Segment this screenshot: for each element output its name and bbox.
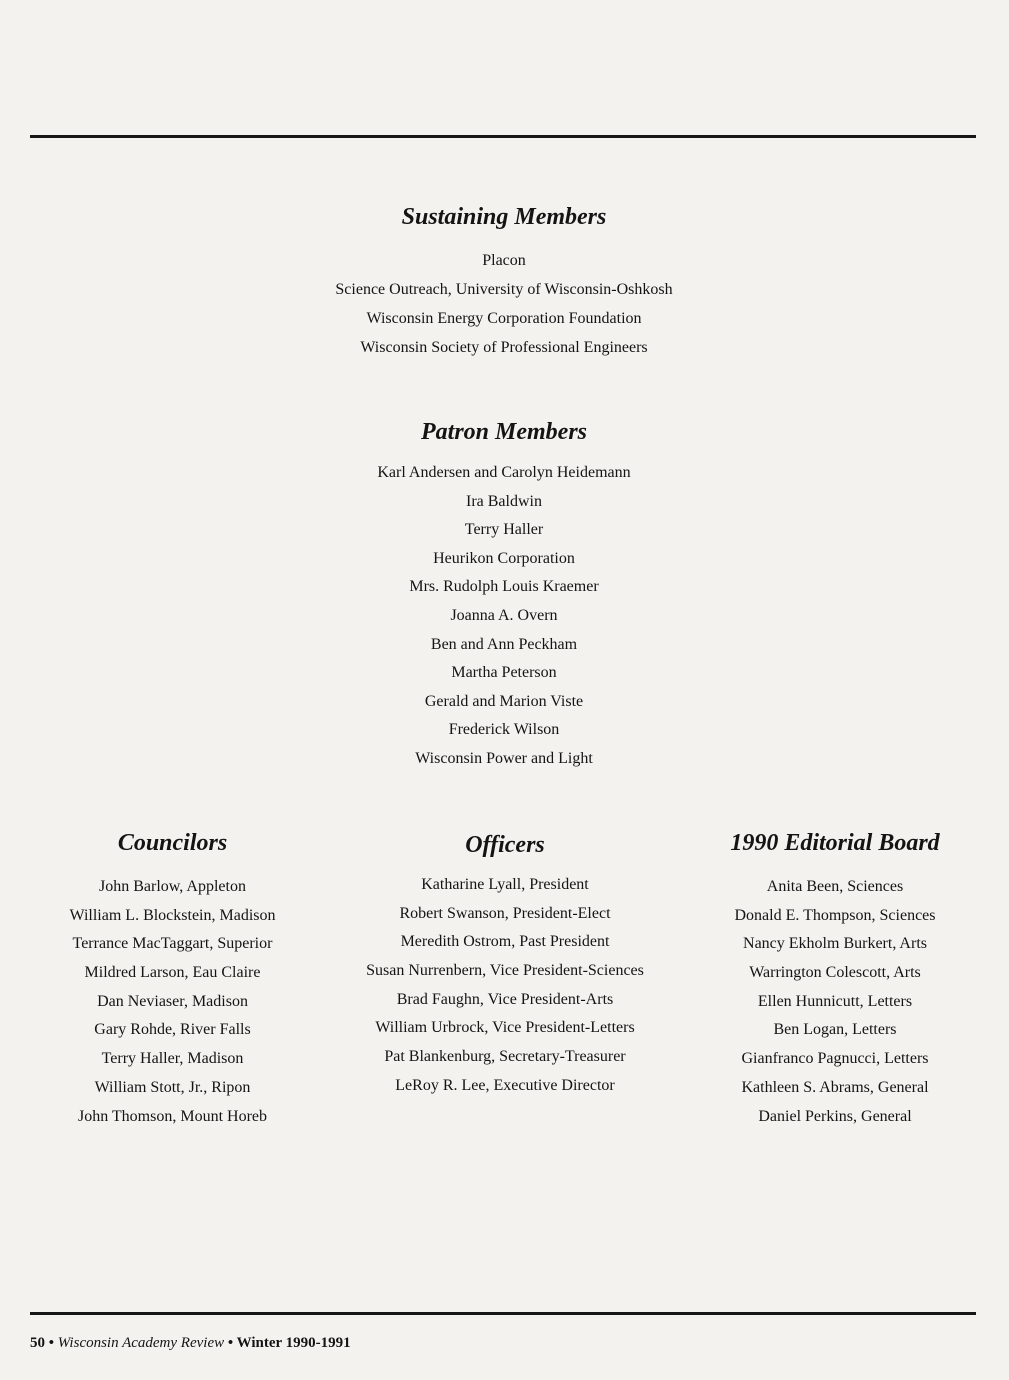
list-item: Donald E. Thompson, Sciences (734, 906, 936, 924)
top-rule (30, 135, 976, 138)
list-item: Martha Peterson (451, 664, 557, 682)
list-item: Wisconsin Energy Corporation Foundation (366, 310, 642, 327)
list-item: William Urbrock, Vice President-Letters (375, 1019, 635, 1037)
list-item: Anita Been, Sciences (766, 878, 904, 895)
sustaining-members-heading: Sustaining Members (401, 204, 607, 230)
councilors-list (20, 876, 325, 1134)
list-item: Science Outreach, University of Wisconsin-Oshkosh (335, 281, 673, 298)
list-item: Gianfranco Pagnucci, Letters (741, 1050, 929, 1068)
list-item: Mrs. Rudolph Louis Kraemer (409, 578, 599, 596)
list-item: John Thomson, Mount Horeb (77, 1107, 268, 1125)
list-item: William L. Blockstein, Madison (69, 906, 276, 924)
councilors-heading: Councilors (117, 830, 228, 856)
footer-separator: • (48, 1335, 55, 1351)
list-item: Joanna A. Overn (450, 606, 558, 624)
list-item: Susan Nurrenbern, Vice President-Sciences (366, 962, 644, 980)
list-item: Wisconsin Power and Light (415, 749, 593, 767)
list-item: Karl Andersen and Carolyn Heidemann (377, 464, 631, 481)
list-item: Placon (482, 252, 526, 269)
issue-date: Winter 1990-1991 (236, 1335, 351, 1351)
list-item: Terry Haller, Madison (101, 1050, 244, 1068)
journal-title: Wisconsin Academy Review (57, 1335, 225, 1351)
editorial-board-heading: 1990 Editorial Board (730, 830, 940, 856)
footer-separator: • (227, 1335, 234, 1351)
list-item: Meredith Ostrom, Past President (400, 933, 610, 951)
list-item: Dan Neviaser, Madison (97, 992, 248, 1010)
list-item: Warrington Colescott, Arts (749, 964, 921, 982)
list-item: Nancy Ekholm Burkert, Arts (743, 935, 927, 953)
list-item: Brad Faughn, Vice President-Arts (396, 990, 614, 1008)
list-item: Gary Rohde, River Falls (94, 1021, 251, 1039)
list-item: Daniel Perkins, General (758, 1107, 912, 1125)
page-number: 50 (30, 1335, 45, 1351)
editorial-board-list (680, 876, 990, 1134)
list-item: John Barlow, Appleton (99, 878, 246, 895)
list-item: Wisconsin Society of Professional Engineers (360, 339, 648, 356)
list-item: Kathleen S. Abrams, General (741, 1078, 929, 1096)
page-footer (30, 1335, 351, 1352)
list-item: LeRoy R. Lee, Executive Director (395, 1076, 615, 1094)
list-item: Frederick Wilson (448, 721, 560, 739)
list-item: Ben Logan, Letters (773, 1021, 897, 1039)
list-item: Mildred Larson, Eau Claire (84, 964, 261, 982)
list-item: Pat Blankenburg, Secretary-Treasurer (384, 1048, 626, 1066)
list-item: Ira Baldwin (466, 492, 542, 510)
list-item: Robert Swanson, President-Elect (399, 904, 611, 922)
list-item: Ben and Ann Peckham (430, 635, 578, 653)
officers-heading: Officers (465, 832, 545, 858)
list-item: Terry Haller (464, 521, 544, 539)
patron-members-heading: Patron Members (420, 419, 587, 445)
sustaining-members-list (204, 250, 804, 366)
list-item: Ellen Hunnicutt, Letters (757, 992, 913, 1010)
bottom-rule (30, 1312, 976, 1315)
patron-members-list (204, 462, 804, 777)
officers-list (320, 874, 690, 1104)
list-item: Gerald and Marion Viste (424, 692, 584, 710)
list-item: Terrance MacTaggart, Superior (72, 935, 273, 953)
list-item: William Stott, Jr., Ripon (94, 1078, 251, 1096)
list-item: Katharine Lyall, President (421, 876, 589, 893)
list-item: Heurikon Corporation (433, 549, 575, 567)
